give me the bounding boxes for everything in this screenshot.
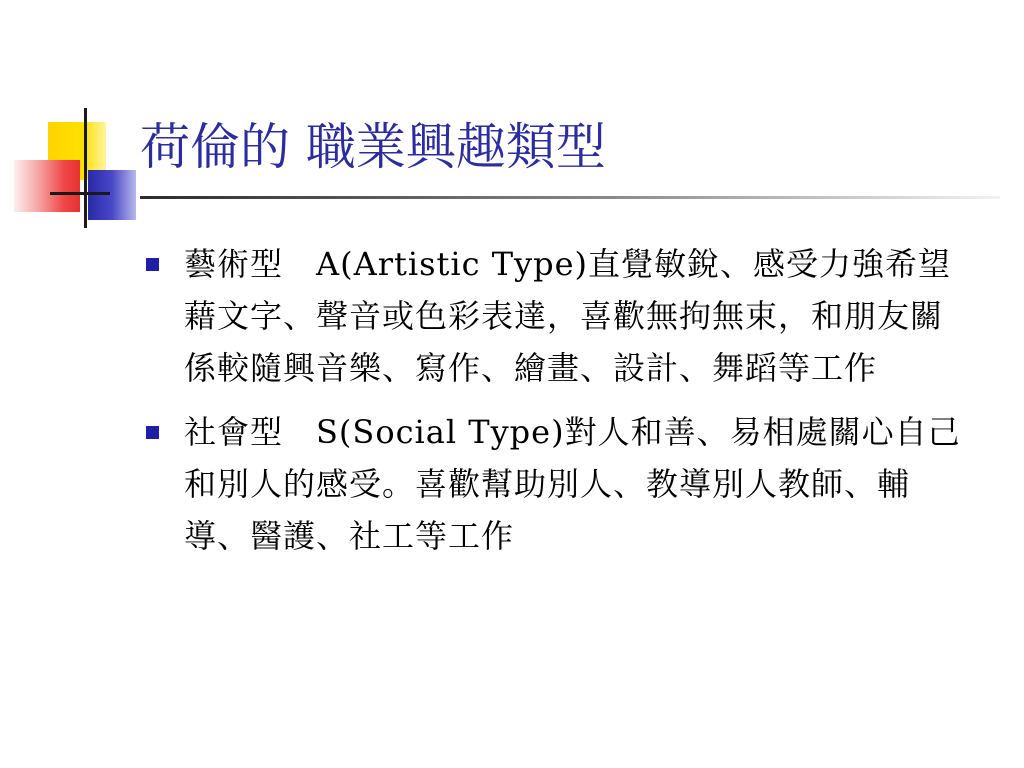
bullet-item-artistic: [140, 238, 974, 394]
bullet-text-artistic: 藝術型 A(Artistic Type)直覺敏銳、感受力強希望藉文字、聲音或色彩表達，喜歡無拘無束，和朋友關係較隨興音樂、寫作、繪畫、設計、舞蹈等工作: [184, 245, 952, 387]
square-bullet-icon: [146, 258, 159, 271]
bullet-list: [140, 238, 1000, 574]
blue-square-decoration: [88, 170, 136, 220]
horizontal-line-decoration: [50, 192, 110, 195]
bullet-item-social: [140, 406, 974, 562]
slide-title: 荷倫的 職業興趣類型: [140, 118, 606, 176]
bullet-text-social: 社會型 S(Social Type)對人和善、易相處關心自己和別人的感受。喜歡幫助別人、教導別人教師、輔導、醫護、社工等工作: [184, 413, 961, 555]
title-underline: [140, 196, 1000, 199]
square-bullet-icon: [146, 426, 159, 439]
vertical-line-decoration: [84, 108, 87, 228]
red-square-decoration: [14, 160, 80, 212]
corner-decoration: [0, 0, 140, 240]
